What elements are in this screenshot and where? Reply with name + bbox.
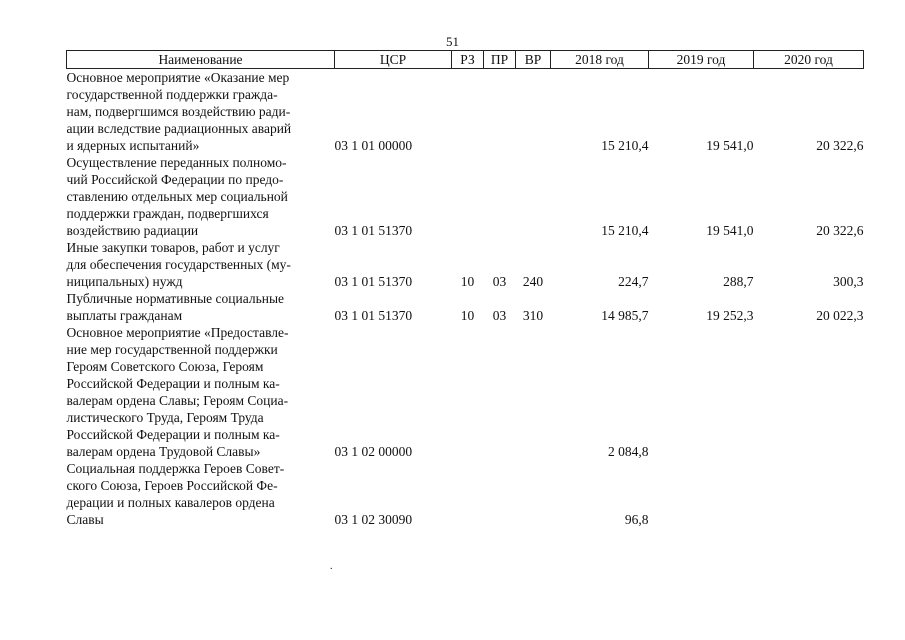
row-2018: 15 210,4 [601,138,649,153]
row-vr: 310 [522,308,544,323]
table-row [67,324,864,460]
row-2020: 20 022,3 [816,308,864,323]
row-2019 [649,460,754,528]
row-2019: 19 541,0 [706,223,754,238]
table-row [67,239,864,290]
row-name: Основное мероприятие «Оказание мер государственной поддержки гражда- нам, подвергшимся воздействию ради- ации вследствие радиационных аварий и ядерных испытаний» [66,70,292,153]
row-pr [484,460,516,528]
table-row [67,290,864,324]
row-2018: 15 210,4 [601,223,649,238]
row-pr: 03 [492,274,507,289]
row-pr [484,69,516,155]
row-vr [516,69,551,155]
row-rz [452,324,484,460]
row-2018: 14 985,7 [601,308,649,323]
table-header [67,51,864,69]
row-rz: 10 [460,274,475,289]
row-2018: 96,8 [624,512,649,527]
row-vr [516,324,551,460]
table-row [67,154,864,239]
row-vr: 240 [522,274,544,289]
row-2020: 20 322,6 [816,138,864,153]
row-csr: 03 1 02 00000 [334,444,413,459]
row-pr: 03 [492,308,507,323]
row-2020: 300,3 [833,274,864,289]
table-row [67,69,864,155]
row-rz [452,69,484,155]
row-csr: 03 1 01 51370 [334,274,413,289]
row-csr: 03 1 01 00000 [334,138,413,153]
row-name: Публичные нормативные социальные выплаты гражданам [66,291,285,323]
row-pr [484,324,516,460]
budget-table [66,50,864,528]
row-csr: 03 1 01 51370 [334,308,413,323]
row-rz: 10 [460,308,475,323]
row-pr [484,154,516,239]
row-vr [516,154,551,239]
header-2019: 2019 год [649,51,754,69]
header-name: Наименование [67,51,335,69]
row-name: Осуществление переданных полномо- чий Российской Федерации по предо- ставлению отдельных мер социальной поддержки граждан, подвергшихся воздействию радиации [66,155,288,238]
page-number: 51 [446,34,459,49]
header-rz: РЗ [452,51,484,69]
table-row [67,460,864,528]
row-name: Иные закупки товаров, работ и услуг для обеспечения государственных (му- ниципальных) нужд [66,240,291,289]
header-csr: ЦСР [335,51,452,69]
row-2019: 19 541,0 [706,138,754,153]
scan-speck: . [330,561,333,572]
row-2019 [649,324,754,460]
row-2020 [754,460,864,528]
row-2019: 288,7 [723,274,754,289]
row-2020 [754,324,864,460]
row-2019: 19 252,3 [706,308,754,323]
row-rz [452,460,484,528]
row-csr: 03 1 01 51370 [334,223,413,238]
row-name: Социальная поддержка Героев Совет- ского Союза, Героев Российской Фе- дерации и полных кавалеров ордена Славы [66,461,285,527]
row-2018: 2 084,8 [608,444,649,459]
row-2020: 20 322,6 [816,223,864,238]
row-2018: 224,7 [618,274,649,289]
row-rz [452,154,484,239]
header-vr: ВР [516,51,551,69]
row-name: Основное мероприятие «Предоставле- ние мер государственной поддержки Героям Советского Союза, Героям Российской Федерации и полным ка- валерам ордена Славы; Героям Социа- листического Труда, Героям Труда Российской Федерации и полным ка- валерам ордена Трудовой Славы» [66,325,289,459]
row-csr: 03 1 02 30090 [334,512,413,527]
header-2018: 2018 год [551,51,649,69]
row-vr [516,460,551,528]
header-pr: ПР [484,51,516,69]
header-2020: 2020 год [754,51,864,69]
